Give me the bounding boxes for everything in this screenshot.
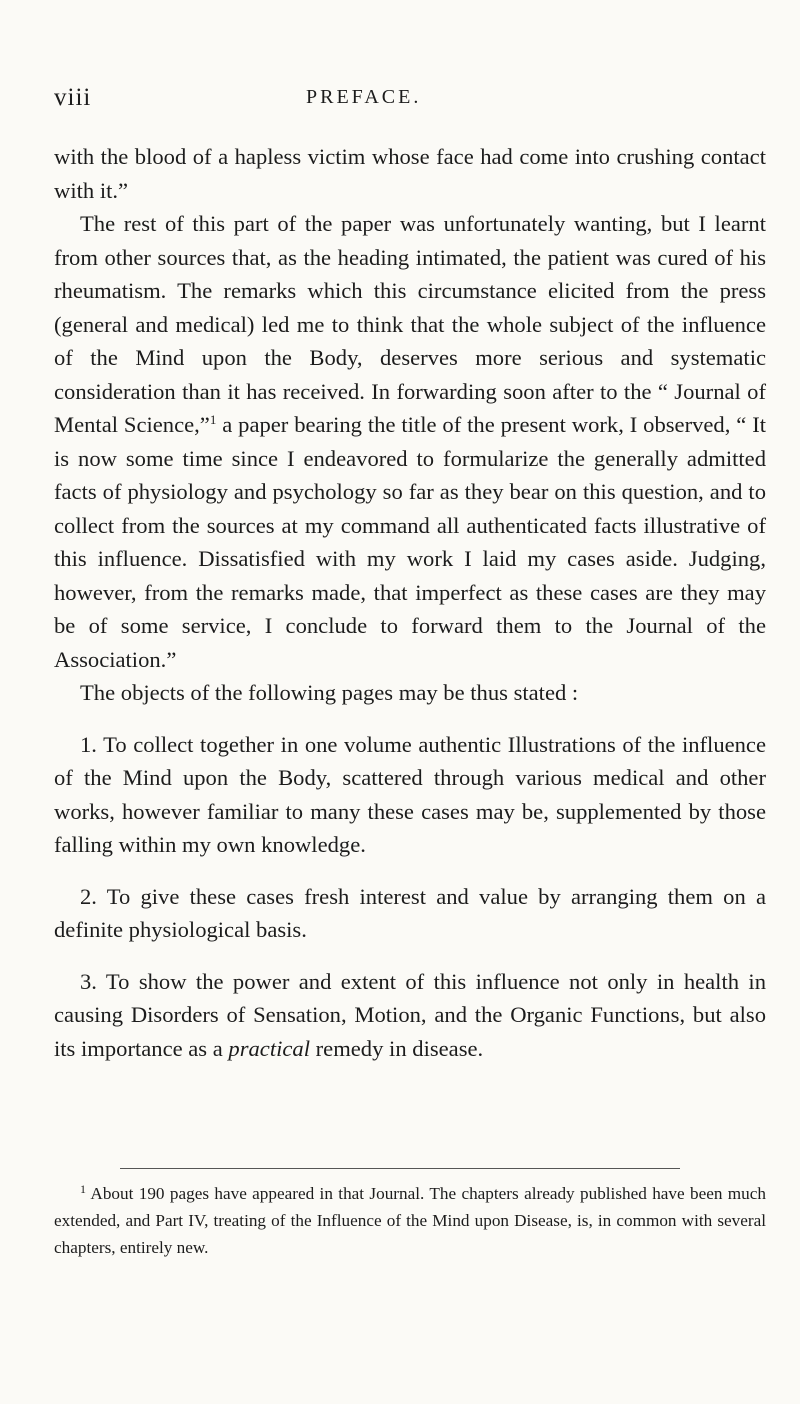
running-title: PREFACE.: [306, 86, 422, 108]
paragraph-text: The rest of this part of the paper was unfortunately wanting, but I learnt from other sources that, as the heading intimated, the patient was cured of his rheumatism. The remarks which this circumstance elicited from the press (general and medical) led me to think that the whole subject of the influence of the Mind upon the Body, deserves more serious and systematic consideration than it has received. In forwarding soon after to the “ Journal of Mental Science,”: [54, 211, 766, 437]
footnote-text: About 190 pages have appeared in that Journal. The chapters already published have been much extended, and Part IV, treating of the Influence of the Mind upon Disease, is, in common with several chapters, entirely new.: [54, 1184, 766, 1257]
paragraph-text-cont: a paper bearing the title of the present work, I observed, “ It is now some time since I endeavored to formularize the generally admitted facts of physiology and psychology so far as they bear on this question, and to collect from the sources at my command all authenticated facts illustrative of this influence. Dissatisfied with my work I laid my cases aside. Judging, however, from the remarks made, that imperfect as these cases are they may be of some service, I conclude to forward them to the Journal of the Association.”: [54, 412, 766, 672]
list-item-2: 2. To give these cases fresh interest and value by arranging them on a definite physiological basis.: [54, 883, 766, 942]
paragraph-objects-intro: The objects of the following pages may be thus stated :: [80, 680, 579, 705]
page-number: viii: [54, 84, 92, 111]
footnote-1: [54, 1180, 766, 1261]
body-text: [54, 140, 766, 1065]
paragraph-continuation: with the blood of a hapless victim whose face had come into crushing contact with it.”: [54, 144, 766, 203]
emphasis-practical: practical: [228, 1035, 310, 1061]
running-head: [54, 84, 764, 114]
paragraph-rest-of-paper: [54, 207, 766, 676]
footnotes: [54, 1180, 766, 1261]
footnote-mark: 1: [80, 1182, 86, 1196]
list-item-3-text: 3. To show the power and extent of this influence not only in health in causing Disorders of Sensation, Motion, and the Organic Functions, but also its importance as a: [54, 968, 766, 1061]
footnote-divider: [120, 1168, 680, 1169]
footnote-reference: 1: [209, 412, 217, 427]
list-item-1: 1. To collect together in one volume authentic Illustrations of the influence of the Mind upon the Body, scattered through various medical and other works, however familiar to many these cases may be, supplemented by those falling within my own knowledge.: [54, 731, 766, 857]
list-item-3-text-end: remedy in disease.: [310, 1035, 484, 1061]
list-item-3: [54, 965, 766, 1066]
